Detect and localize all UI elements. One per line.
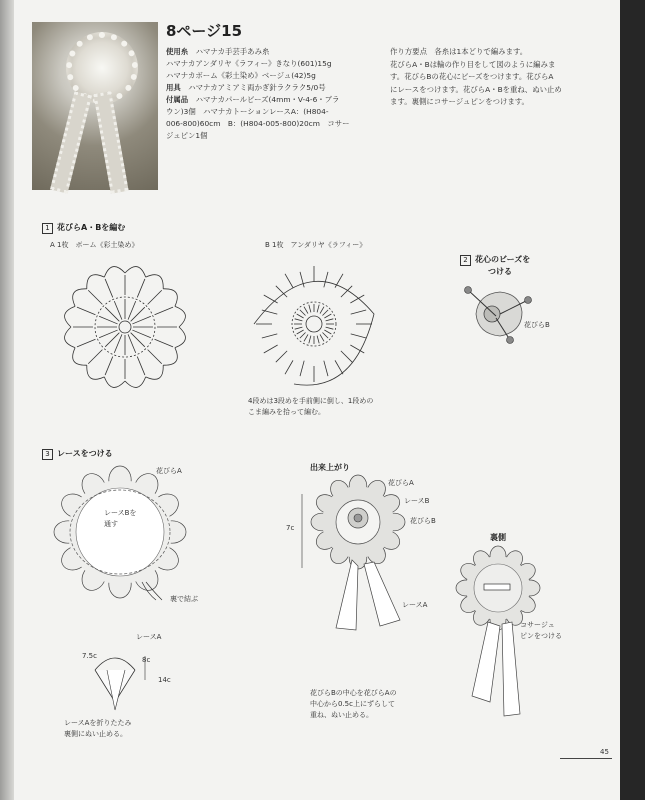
materials-key: 使用糸 [166,47,189,56]
method-line: 花びらA・Bは輪の作り目をして図のように編みま [390,59,556,69]
petal-a-label: 花びらA [156,467,182,475]
materials-value: ハマナカパールビーズ(4mm・V-4-6・ブラ [195,95,340,104]
note-line: 4段めは3段めを手前側に倒し、1段めの [248,397,374,405]
finished-note [310,688,397,721]
page-number: 45 [600,748,609,756]
note-line: こま編みを拾って編む。 [248,408,325,416]
section-title: レースをつける [57,449,113,458]
crochet-chart-a [50,252,200,402]
note-line: レースBを [104,509,137,517]
note-line: レースAを折りたたみ [64,719,132,727]
chart-note [248,396,373,418]
materials-value: ハマナカ手芸手あみ糸 [195,47,270,56]
step-number: 1 [42,223,53,234]
petal-b-label: 花びらB [524,321,550,329]
note-line: 花びらBの中心を花びらAの [310,689,397,697]
method-line: 作り方要点 各糸は1本どりで編みます。 [390,47,528,56]
tie-label: 裏で結ぶ [170,595,198,603]
corsage-photo [32,22,158,190]
materials-line: ハマナカアンダリヤ《ラフィー》きなり(601)15g [166,59,332,68]
dimension-label: 14c [158,676,171,684]
method-text [390,46,612,109]
note-line: 裏側にぬい止める。 [64,730,127,738]
lace-ribbon-image [93,91,128,194]
lace-a-label: レースA [136,633,162,641]
materials-line: ジュピン1個 [166,131,208,140]
finished-heading: 出来上がり [310,463,350,472]
note-line: コサージュ [520,621,555,629]
page-gutter [0,0,14,800]
lace-a-label: レースA [402,601,428,609]
section-title-cont: つける [488,267,512,276]
materials-list [166,46,386,142]
dimension-label: 7.5c [82,652,97,660]
fold-lace-diagram [85,640,165,720]
materials-key: 用具 [166,83,181,92]
bead-diagram [460,280,540,350]
lace-ribbon-image [50,91,92,193]
lace-b-label: レースB [404,497,430,505]
page-edge [620,0,645,800]
petal-b-label: 花びらB [410,517,436,525]
method-line: ます。裏側にコサージュピンをつけます。 [390,97,529,106]
note-line: 中心から0.5c上にずらして [310,700,395,708]
section2-heading [460,254,530,266]
method-line: にレースをつけます。花びらA・Bを重ね、ぬい止め [390,84,562,94]
section-title: 花心のビーズを [475,255,531,264]
page-title: 8ページ15 [166,22,243,40]
step-number: 2 [460,255,471,266]
note-line: 重ね、ぬい止める。 [310,711,373,719]
crochet-chart-b [242,252,392,392]
fold-note [64,718,131,740]
section1-heading [42,222,125,234]
note-line: ピンをつける [520,632,562,640]
step-number: 3 [42,449,53,460]
section3-heading [42,448,113,460]
chart-a-label: A 1枚 ボーム《彩土染め》 [50,241,139,249]
materials-line: 006-800)60cm B：(H804-005-800)20cm コサー [166,119,350,128]
materials-line: ウン)3個 ハマナカトーションレースA：(H804- [166,107,329,116]
materials-key: 付属品 [166,95,189,104]
materials-value: ハマナカアミアミ両かぎ針ラクラク5/0号 [188,83,326,92]
pin-label [520,620,562,642]
lace-attach-diagram [52,462,202,612]
chart-b-label: B 1枚 アンダリヤ《ラフィー》 [265,241,367,249]
height-label: 7c [286,524,295,532]
materials-line: ハマナカボーム《彩土染め》ベージュ(42)5g [166,71,316,80]
dimension-label: 8c [142,656,151,664]
method-line: す。花びらBの花心にビーズをつけます。花びらA [390,72,554,81]
back-heading: 裏側 [490,533,506,542]
thread-lace-label [104,508,136,530]
note-line: 通す [104,520,118,528]
page-number-rule [560,758,612,759]
section-title: 花びらA・Bを編む [57,223,126,232]
petal-a-label: 花びらA [388,479,414,487]
